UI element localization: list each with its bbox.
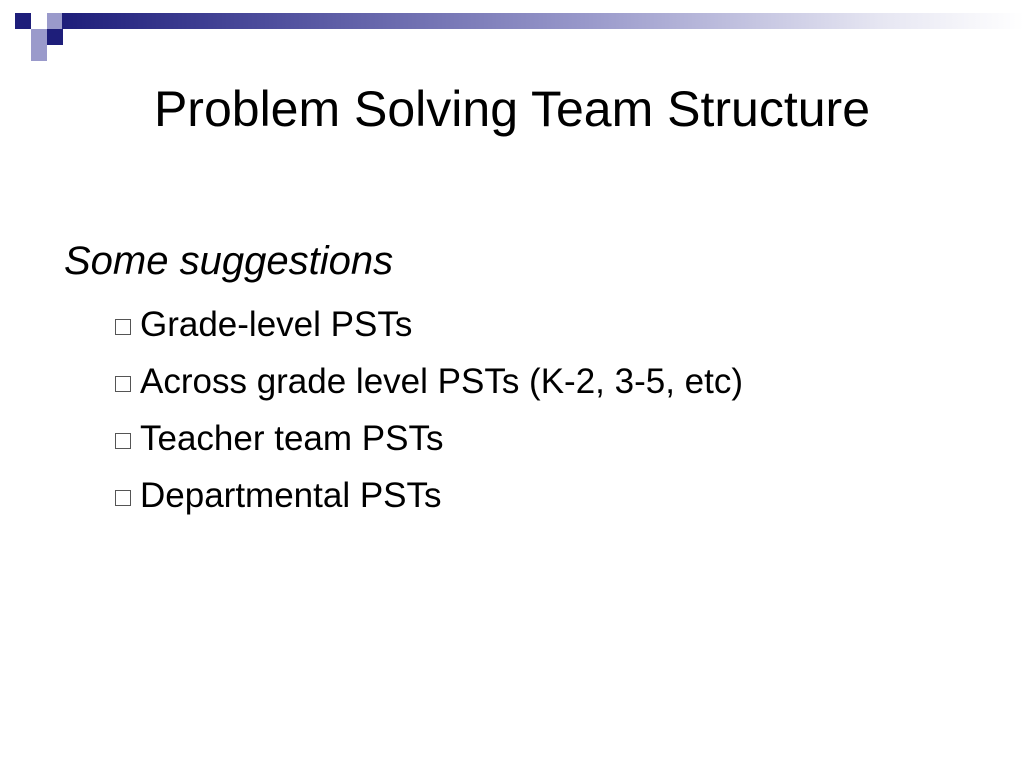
decor-gradient-bar bbox=[62, 13, 1024, 29]
decor-square-dark bbox=[15, 13, 31, 29]
hollow-square-bullet-icon bbox=[115, 490, 131, 506]
slide-title: Problem Solving Team Structure bbox=[153, 81, 871, 137]
bullet-text: Departmental PSTs bbox=[140, 475, 442, 515]
bullet-item bbox=[115, 467, 743, 524]
bullet-text: Teacher team PSTs bbox=[140, 418, 444, 458]
title-bar-decoration bbox=[0, 0, 1024, 62]
decor-square-dark bbox=[47, 29, 63, 45]
slide-intro: Some suggestions bbox=[64, 239, 394, 283]
hollow-square-bullet-icon bbox=[115, 433, 131, 449]
decor-square-light bbox=[31, 29, 47, 45]
bullet-item bbox=[115, 410, 743, 467]
hollow-square-bullet-icon bbox=[115, 319, 131, 335]
hollow-square-bullet-icon bbox=[115, 376, 131, 392]
bullet-list bbox=[115, 296, 743, 524]
decor-square-light bbox=[47, 13, 63, 29]
bullet-text: Across grade level PSTs (K-2, 3-5, etc) bbox=[140, 361, 743, 401]
bullet-text: Grade-level PSTs bbox=[140, 304, 413, 344]
bullet-item bbox=[115, 353, 743, 410]
bullet-item bbox=[115, 296, 743, 353]
decor-square-light bbox=[31, 45, 47, 61]
